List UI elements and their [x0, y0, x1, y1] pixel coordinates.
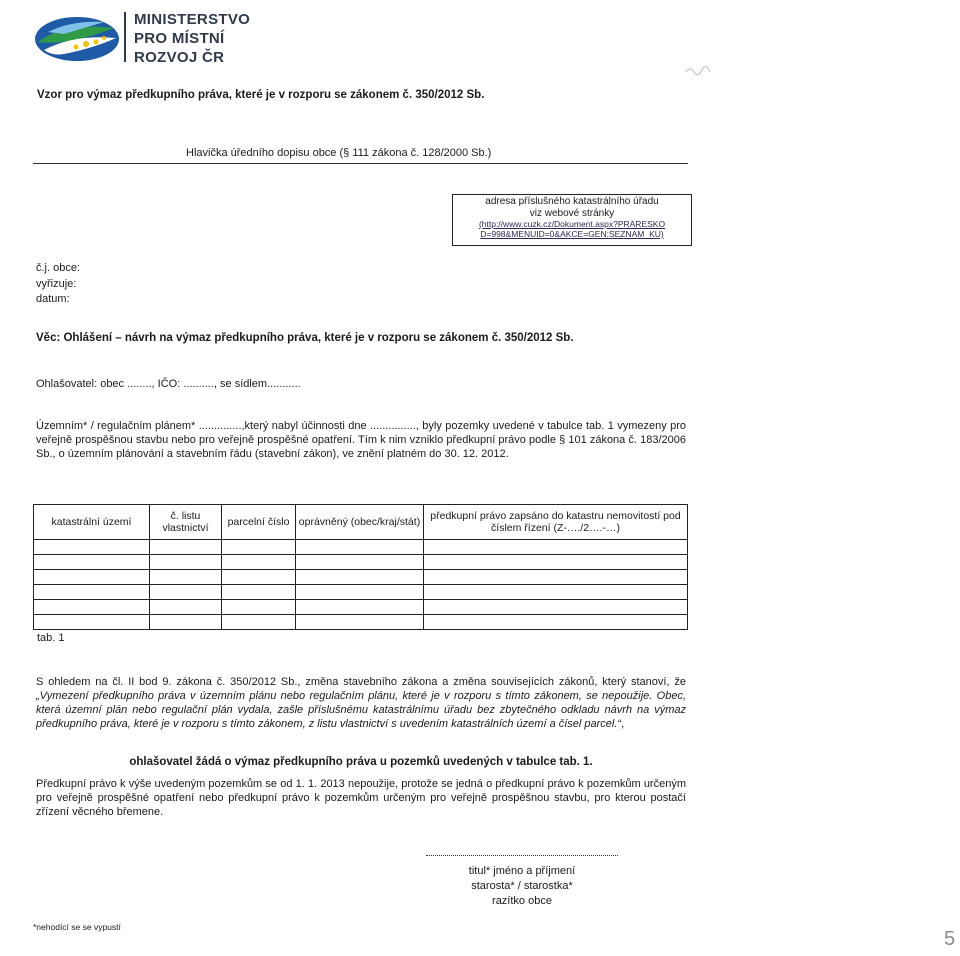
table-cell[interactable] — [296, 555, 424, 570]
table-caption: tab. 1 — [37, 632, 65, 644]
footnote: *nehodící se se vypustí — [33, 922, 121, 932]
address-url-1[interactable]: (http://www.cuzk.cz/Dokument.aspx?PRARESKO — [478, 219, 666, 229]
table-cell[interactable] — [296, 570, 424, 585]
legal-quote: „Vymezení předkupního práva v územním plánu nebo regulačním plánu, které je v rozporu s tímto zákonem, se nepoužije. Obec, která územní plán nebo regulační plán vydala, zašle příslušnému katastrálnímu úřadu bez zbytečného odkladu návrh na výmaz předkupního práva, které je v rozporu s tímto zákonem, z listu vlastnictví s uvedením katastrálních území a čísel parcel.“ — [36, 690, 686, 730]
page-number: 5 — [944, 928, 956, 950]
ministry-logo-emblem — [34, 14, 120, 64]
address-line-1: adresa příslušného katastrálního úřadu — [485, 196, 659, 207]
reporter-line: Ohlašovatel: obec ........, IČO: .........., se sídlem........... — [36, 378, 301, 390]
table-cell[interactable] — [34, 555, 150, 570]
ministry-line-2: PRO MÍSTNÍ — [134, 30, 225, 47]
table-cell[interactable] — [424, 585, 688, 600]
paragraph-justification: Předkupní právo k výše uvedeným pozemkům se od 1. 1. 2013 nepoužije, protože se jedná o předkupní právo k pozemkům určeným pro veřejně prospěšné opatření nebo předkupní právo k pozemkům určeným pro veřejně prospěšnou stavbu, pro kterou postačí zřízení věcného břemene. — [36, 778, 686, 818]
request-statement: ohlašovatel žádá o výmaz předkupního práva u pozemků uvedených v tabulce tab. 1. — [129, 756, 593, 768]
table-row — [34, 570, 688, 585]
logo-divider — [124, 12, 126, 62]
table-cell[interactable] — [222, 570, 296, 585]
table-cell[interactable] — [424, 600, 688, 615]
table-cell[interactable] — [296, 540, 424, 555]
reference-block — [36, 261, 80, 308]
table-cell[interactable] — [34, 585, 150, 600]
col-header-registration: předkupní právo zapsáno do katastru nemovitostí pod číslem řízení (Z-…./2….-…) — [424, 505, 688, 540]
table-row — [34, 540, 688, 555]
handled-by-label: vyřizuje: — [36, 277, 77, 290]
paragraph-plan: Územním* / regulačním plánem* ..............,který nabyl účinnosti dne ..............., byly pozemky uvedené v tabulce tab. 1 vymezeny pro veřejně prospěšnou stavbu nebo pro veřejně prospěšné opatření. Tím k nim vzniklo předkupní právo podle § 101 zákona č. 183/2006 Sb., o územním plánování a stavebním řádu (stavební zákon), ve znění platném do 30. 12. 2012. — [36, 420, 686, 460]
table-cell[interactable] — [34, 615, 150, 630]
signature-block — [426, 864, 618, 909]
table-cell[interactable] — [150, 540, 222, 555]
letterhead-note: Hlavička úředního dopisu obce (§ 111 zákona č. 128/2000 Sb.) — [186, 147, 492, 159]
signature-stamp: razítko obce — [492, 895, 552, 907]
table-cell[interactable] — [150, 585, 222, 600]
table-cell[interactable] — [150, 615, 222, 630]
signature-role: starosta* / starostka* — [471, 880, 573, 892]
table-cell[interactable] — [424, 615, 688, 630]
table-cell[interactable] — [424, 570, 688, 585]
paragraph-legal-basis — [36, 675, 686, 731]
col-header-beneficiary: oprávněný (obec/kraj/stát) — [296, 505, 424, 540]
table-cell[interactable] — [296, 600, 424, 615]
letterhead-rule — [33, 163, 688, 164]
signature-name: titul* jméno a příjmení — [468, 865, 576, 877]
ministry-line-1: MINISTERSTVO — [134, 11, 251, 28]
ministry-line-3: ROZVOJ ČR — [134, 49, 225, 66]
table-cell[interactable] — [424, 555, 688, 570]
table-cell[interactable] — [34, 570, 150, 585]
table-cell[interactable] — [34, 600, 150, 615]
col-header-parcel-number: parcelní číslo — [222, 505, 296, 540]
table-row — [34, 585, 688, 600]
subject-line: Věc: Ohlášení – návrh na výmaz předkupního práva, které je v rozporu se zákonem č. 350/2012 Sb. — [36, 332, 574, 344]
reference-number-label: č.j. obce: — [36, 262, 81, 274]
address-url-2[interactable]: D=998&MENUID=0&AKCE=GEN:SEZNAM_KU) — [480, 229, 664, 239]
table-cell[interactable] — [296, 585, 424, 600]
table-cell[interactable] — [222, 555, 296, 570]
ministry-name — [134, 10, 250, 67]
col-header-ownership-sheet: č. listu vlastnictví — [150, 505, 222, 540]
signature-line — [426, 855, 618, 856]
table-row — [34, 615, 688, 630]
table-header-row — [34, 505, 688, 540]
table-row — [34, 555, 688, 570]
table-row — [34, 600, 688, 615]
table-cell[interactable] — [222, 600, 296, 615]
table-cell[interactable] — [150, 570, 222, 585]
parcels-table — [33, 504, 688, 630]
legal-tail: , — [621, 718, 625, 730]
table-cell[interactable] — [150, 555, 222, 570]
table-cell[interactable] — [34, 540, 150, 555]
table-cell[interactable] — [222, 615, 296, 630]
document-title: Vzor pro výmaz předkupního práva, které je v rozporu se zákonem č. 350/2012 Sb. — [37, 89, 485, 101]
col-header-cadastral-area: katastrální území — [34, 505, 150, 540]
table-cell[interactable] — [222, 585, 296, 600]
address-line-2: viz webové stránky — [529, 207, 615, 219]
table-cell[interactable] — [222, 540, 296, 555]
date-label: datum: — [36, 293, 70, 305]
table-cell[interactable] — [296, 615, 424, 630]
handwritten-mark — [680, 60, 720, 80]
table-cell[interactable] — [424, 540, 688, 555]
table-cell[interactable] — [150, 600, 222, 615]
recipient-address-box — [452, 194, 692, 246]
legal-lead: S ohledem na čl. II bod 9. zákona č. 350/2012 Sb., změna stavebního zákona a změna souvisejících zákonů, který stanoví, že — [36, 676, 686, 688]
